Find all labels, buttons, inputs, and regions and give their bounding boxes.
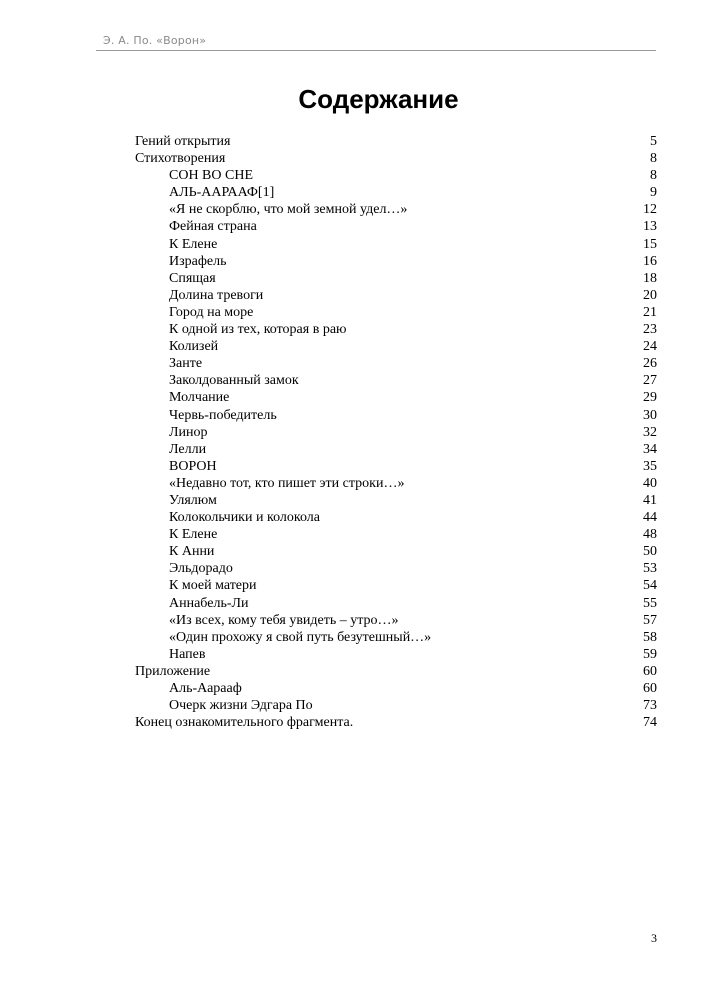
toc-entry-title: АЛЬ-ААРААФ[1] — [169, 185, 275, 201]
toc-entry[interactable] — [135, 218, 657, 235]
toc-entry-title: Очерк жизни Эдгара По — [169, 698, 313, 714]
toc-entry[interactable] — [135, 595, 657, 612]
toc-entry[interactable] — [135, 663, 657, 680]
toc-entry[interactable] — [135, 253, 657, 270]
toc-entry-page: 9 — [650, 185, 657, 201]
toc-entry-page: 35 — [643, 458, 657, 474]
toc-entry-title: К Елене — [169, 527, 218, 543]
toc-entry[interactable] — [135, 526, 657, 543]
toc-entry[interactable] — [135, 321, 657, 338]
toc-entry-title: Червь-победитель — [169, 407, 277, 423]
toc-entry[interactable] — [135, 697, 657, 714]
toc-entry-page: 12 — [643, 202, 657, 218]
toc-entry[interactable] — [135, 458, 657, 475]
toc-entry-title: Спящая — [169, 270, 216, 286]
toc-entry[interactable] — [135, 509, 657, 526]
toc-entry-title: «Один прохожу я свой путь безутешный…» — [169, 629, 432, 645]
toc-entry-title: Приложение — [135, 663, 211, 679]
toc-entry[interactable] — [135, 338, 657, 355]
toc-entry-title: К моей матери — [169, 578, 257, 594]
toc-entry-page: 23 — [643, 322, 657, 338]
toc-entry-page: 74 — [643, 715, 657, 731]
toc-entry-title: Гений открытия — [135, 134, 231, 149]
toc-entry-page: 26 — [643, 356, 657, 372]
toc-entry-title: К Анни — [169, 544, 215, 560]
toc-entry-page: 40 — [643, 475, 657, 491]
running-header: Э. А. По. «Ворон» — [103, 34, 207, 47]
toc-entry-page: 41 — [643, 492, 657, 508]
toc-entry[interactable] — [135, 492, 657, 509]
toc-entry-title: Фейная страна — [169, 219, 257, 235]
toc-entry[interactable] — [135, 184, 657, 201]
toc-entry[interactable] — [135, 389, 657, 406]
toc-entry-title: ВОРОН — [169, 458, 217, 474]
toc-entry-title: СОН ВО СНЕ — [169, 168, 254, 184]
toc-entry-title: Стихотворения — [135, 151, 226, 167]
toc-entry[interactable] — [135, 167, 657, 184]
toc-entry-page: 60 — [643, 663, 657, 679]
toc-entry-title: Конец ознакомительного фрагмента. — [135, 715, 354, 731]
toc-entry-title: «Я не скорблю, что мой земной удел…» — [169, 202, 408, 218]
toc-entry[interactable] — [135, 304, 657, 321]
toc-entry[interactable] — [135, 680, 657, 697]
toc-entry-page: 58 — [643, 629, 657, 645]
toc-entry[interactable] — [135, 287, 657, 304]
toc-entry-page: 8 — [650, 168, 657, 184]
toc-entry[interactable] — [135, 441, 657, 458]
toc-entry[interactable] — [135, 150, 657, 167]
toc-entry-page: 27 — [643, 373, 657, 389]
toc-entry-title: Улялюм — [169, 492, 217, 508]
toc-entry[interactable] — [135, 424, 657, 441]
toc-entry-page: 18 — [643, 270, 657, 286]
page-title: Содержание — [298, 84, 459, 114]
toc-entry-page: 30 — [643, 407, 657, 423]
toc-entry-title: Напев — [169, 646, 206, 662]
toc-entry-page: 55 — [643, 595, 657, 611]
toc-entry-title: Долина тревоги — [169, 287, 264, 303]
toc-entry[interactable] — [135, 629, 657, 646]
toc-entry-title: Эльдорадо — [169, 561, 233, 577]
toc-entry-page: 24 — [643, 339, 657, 355]
toc-entry-title: Аль-Аараaф — [169, 681, 242, 696]
toc-entry-page: 73 — [643, 698, 657, 714]
toc-entry-page: 13 — [643, 219, 657, 235]
toc-entry[interactable] — [135, 407, 657, 424]
toc-entry-title: Занте — [169, 356, 203, 372]
toc-entry-title: «Из всех, кому тебя увидеть – утро…» — [169, 612, 399, 628]
toc-entry-page: 32 — [643, 424, 657, 440]
toc-entry-page: 8 — [650, 151, 657, 167]
toc-entry-page: 16 — [643, 253, 657, 269]
header-divider — [96, 50, 656, 51]
toc-entry-page: 50 — [643, 544, 657, 560]
toc-entry-title: Линор — [169, 424, 208, 440]
toc-entry-title: Город на море — [169, 304, 254, 320]
toc-entry-page: 54 — [643, 578, 657, 594]
toc-entry[interactable] — [135, 355, 657, 372]
toc-entry-title: Лелли — [169, 441, 207, 457]
toc-entry-page: 53 — [643, 561, 657, 577]
toc-entry-title: Колизей — [169, 339, 219, 355]
toc-entry[interactable] — [135, 560, 657, 577]
toc-entry-page: 44 — [643, 510, 657, 526]
toc-entry-title: Колокольчики и колокола — [169, 510, 320, 526]
toc-entry[interactable] — [135, 372, 657, 389]
toc-entry-page: 34 — [643, 441, 657, 457]
toc-entry-page: 60 — [643, 681, 657, 696]
toc-entry-page: 5 — [650, 134, 657, 149]
toc-entry-title: Аннабель-Ли — [169, 595, 249, 611]
table-of-contents — [135, 133, 657, 731]
toc-entry-title: «Недавно тот, кто пишет эти строки…» — [169, 475, 405, 491]
toc-entry-title: Заколдованный замок — [169, 373, 299, 389]
toc-entry[interactable] — [135, 133, 657, 150]
toc-entry[interactable] — [135, 236, 657, 253]
toc-entry[interactable] — [135, 543, 657, 560]
toc-entry-page: 57 — [643, 612, 657, 628]
toc-entry-page: 15 — [643, 236, 657, 252]
toc-entry[interactable] — [135, 270, 657, 287]
page-number: 3 — [651, 931, 657, 945]
toc-entry-title: К Елене — [169, 236, 218, 252]
toc-entry-page: 21 — [643, 304, 657, 320]
toc-entry[interactable] — [135, 714, 657, 731]
toc-entry-title: К одной из тех, которая в раю — [169, 322, 347, 338]
toc-entry-page: 48 — [643, 527, 657, 543]
toc-entry-title: Молчание — [169, 390, 230, 406]
toc-entry[interactable] — [135, 646, 657, 663]
toc-entry-page: 59 — [643, 646, 657, 662]
toc-entry[interactable] — [135, 577, 657, 594]
toc-entry[interactable] — [135, 475, 657, 492]
toc-entry[interactable] — [135, 201, 657, 218]
toc-entry-page: 20 — [643, 287, 657, 303]
toc-entry-title: Израфель — [169, 253, 227, 269]
toc-entry-page: 29 — [643, 390, 657, 406]
toc-entry[interactable] — [135, 612, 657, 629]
